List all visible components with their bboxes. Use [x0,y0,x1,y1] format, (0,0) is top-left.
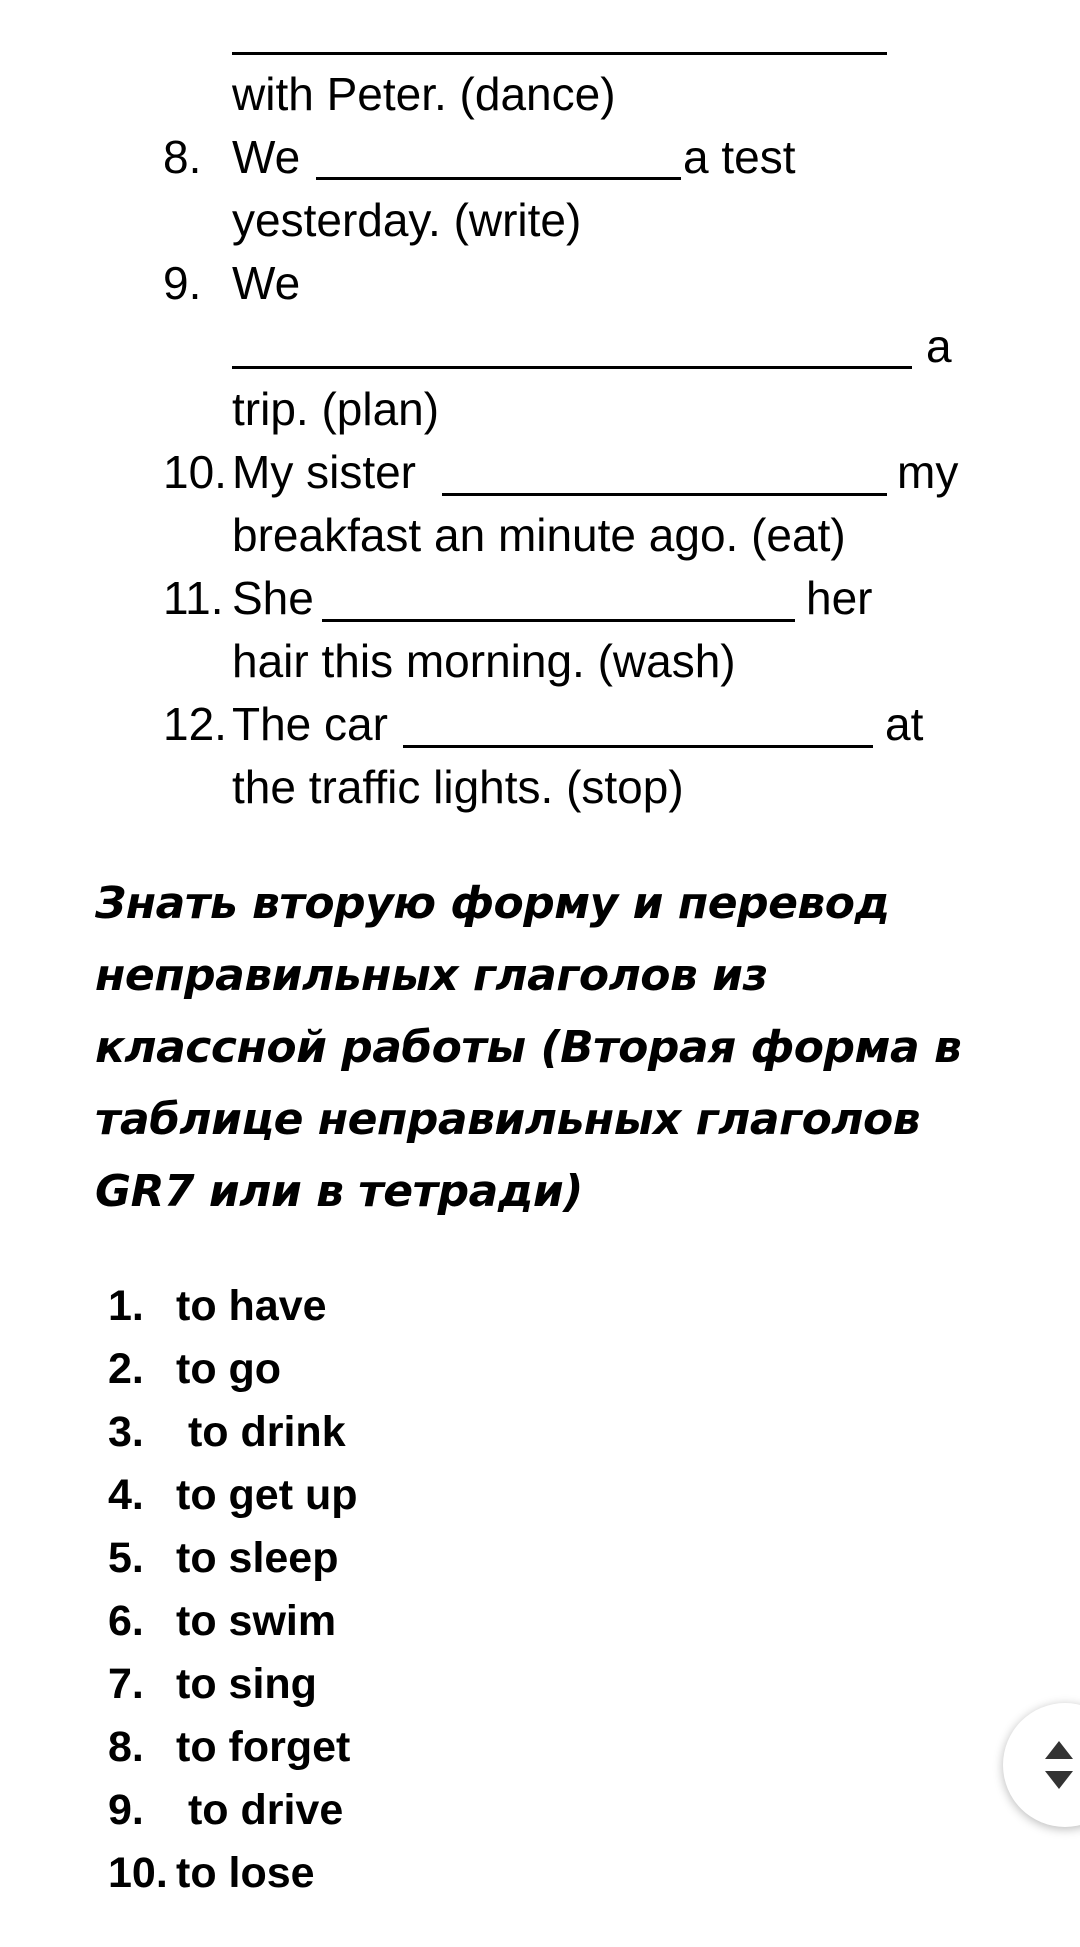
exercise-text: My sister [232,446,416,498]
exercise-number: 8. [163,131,202,183]
verb-number: 5. [108,1534,144,1582]
answer-blank [232,52,887,55]
verb-number: 10. [108,1849,168,1897]
answer-blank [316,177,681,180]
answer-blank [403,745,873,748]
verb-list-item [108,1716,350,1779]
verb-number: 3. [108,1408,144,1456]
exercise-number: 11. [163,572,224,624]
verb-list-item [108,1653,317,1716]
up-down-arrows-icon [1041,1737,1077,1793]
verb-list-item [108,1590,336,1653]
verb-list-item [108,1779,343,1842]
exercise-line: the traffic lights. (stop) [232,761,684,813]
exercise-text: her [806,572,873,624]
verb-list-item [108,1842,315,1905]
verb-list-item [108,1464,358,1527]
verb-text: to go [176,1345,282,1393]
exercise-text: at [885,698,924,750]
verb-text: to drive [176,1786,344,1834]
exercise-text: The car [232,698,388,750]
verb-list-item [108,1275,327,1338]
verb-text: to drink [176,1408,346,1456]
answer-blank [322,619,795,622]
verb-text: to sing [176,1660,317,1708]
heading-line: Знать вторую форму и перевод [95,878,890,929]
verb-text: to swim [176,1597,337,1645]
verb-list-item [108,1527,339,1590]
verb-text: to have [176,1282,327,1330]
exercise-text: We [232,131,301,183]
exercise-line: hair this morning. (wash) [232,635,736,687]
verb-text: to get up [176,1471,358,1519]
exercise-line: with Peter. (dance) [232,68,616,120]
exercise-text: a [926,320,952,372]
exercise-number: 10. [163,446,227,498]
verb-number: 4. [108,1471,144,1519]
heading-line: GR7 или в тетради) [95,1166,583,1217]
verb-list-item [108,1401,346,1464]
verb-number: 6. [108,1597,144,1645]
section-heading [95,868,995,1228]
exercise-text: We [232,257,301,309]
heading-line: неправильных глаголов из [95,950,768,1001]
verb-number: 2. [108,1345,144,1393]
exercise-number: 9. [163,257,202,309]
exercise-text: She [232,572,314,624]
exercise-line: yesterday. (write) [232,194,582,246]
verb-text: to forget [176,1723,351,1771]
verb-text: to sleep [176,1534,339,1582]
verb-number: 1. [108,1282,144,1330]
heading-line: классной работы (Вторая форма в [95,1022,962,1073]
verb-number: 9. [108,1786,144,1834]
verb-number: 7. [108,1660,144,1708]
exercise-line: breakfast an minute ago. (eat) [232,509,846,561]
heading-line: таблице неправильных глаголов [95,1094,921,1145]
answer-blank [232,366,912,369]
scroll-control-button[interactable] [1003,1703,1080,1827]
exercise-line: trip. (plan) [232,383,440,435]
answer-blank [442,493,887,496]
exercise-text: my [897,446,959,498]
verb-list-item [108,1338,281,1401]
exercise-text: a test [683,131,796,183]
verb-number: 8. [108,1723,144,1771]
verb-text: to lose [176,1849,315,1897]
exercise-number: 12. [163,698,227,750]
